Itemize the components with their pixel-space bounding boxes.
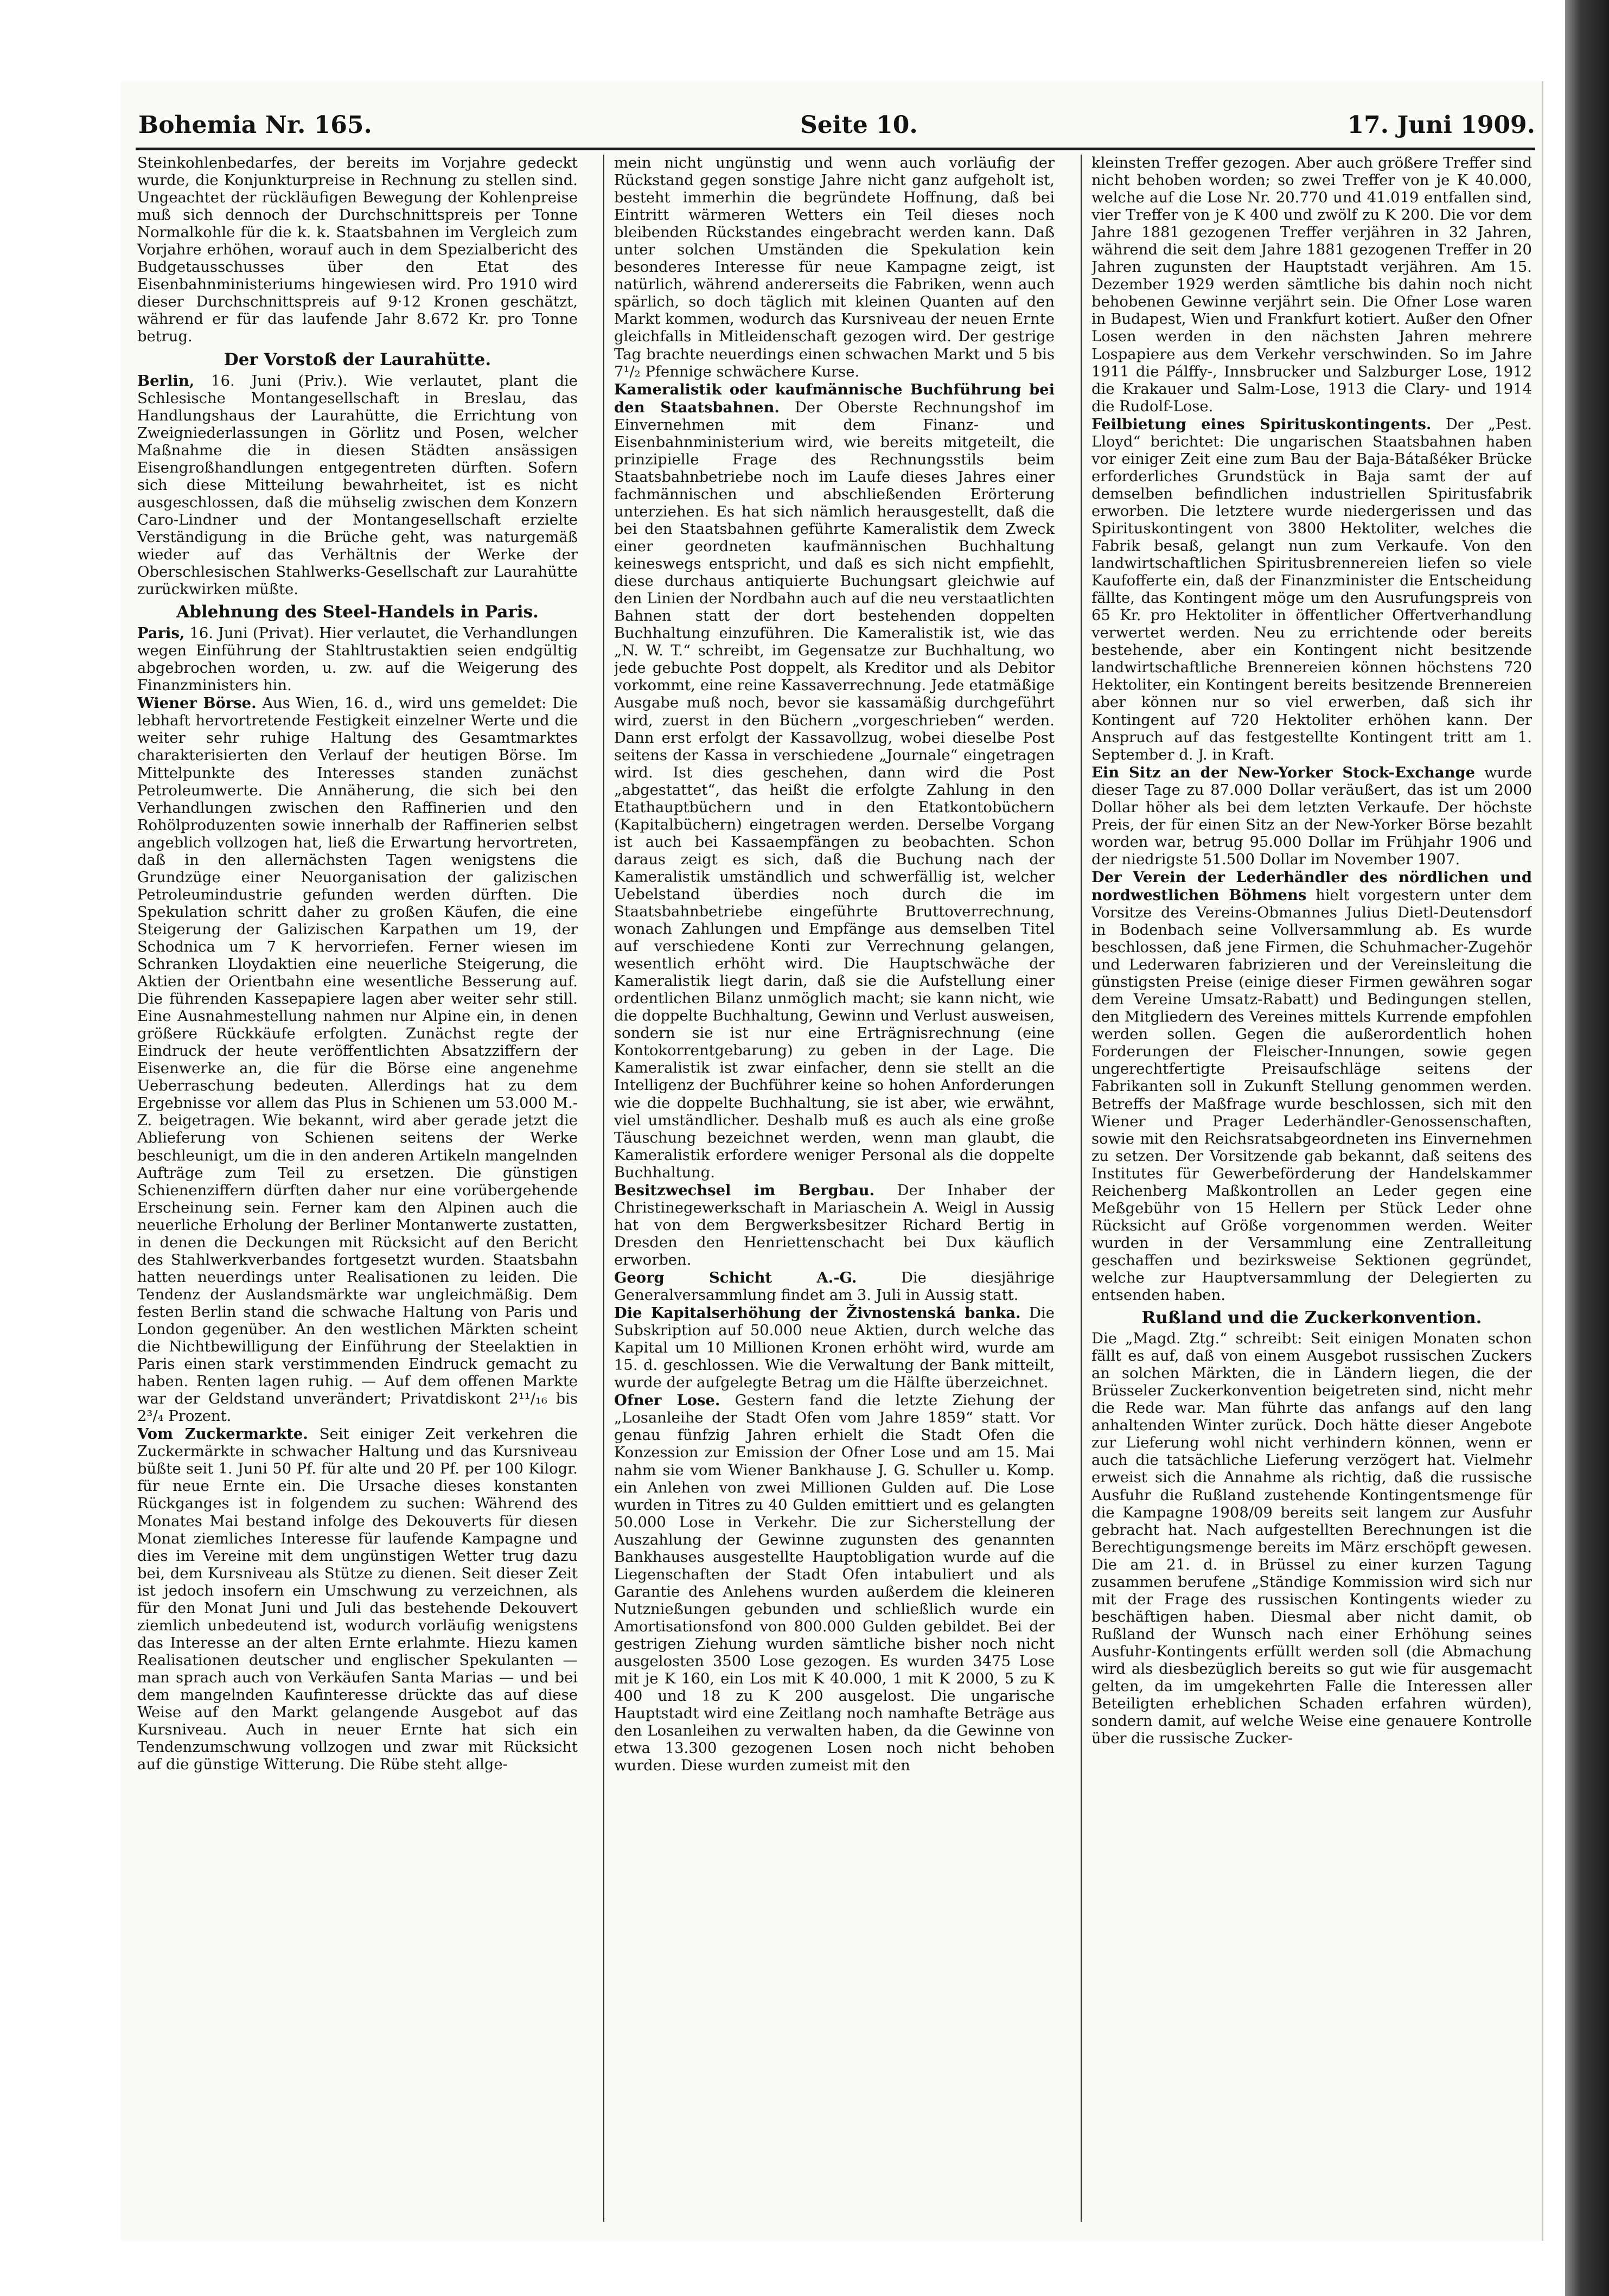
article-paragraph [137, 155, 578, 346]
page-number: Seite 10. [800, 111, 918, 139]
column-1 [137, 155, 578, 2222]
article-paragraph [1091, 155, 1532, 416]
article-paragraph [137, 1425, 578, 1774]
article-text: Der Inhaber der Christinegewerkschaft in Mariaschein A. Weigl in Aussig hat von dem Bergwerksbesitzer Richard Bertig in Dresden den Henriettenschacht bei Dux käuflich erworben. [614, 1182, 1055, 1268]
article-lead: Ofner Lose. [614, 1392, 720, 1410]
page-header [138, 111, 1535, 149]
article-paragraph [1091, 764, 1532, 869]
article-text: wurde dieser Tage zu 87.000 Dollar veräußert, das ist um 2000 Dollar höher als bei dem letzten Verkaufe. Der höchste Preis, der für einen Sitz an der New-Yorker Börse bezahlt worden war, betrug 95.000 Dollar im Frühjahr 1906 und der niedrigste 51.500 Dollar im November 1907. [1091, 764, 1532, 868]
column-divider [603, 155, 604, 2222]
article-paragraph [137, 694, 578, 1425]
article-lead: Besitzwechsel im Bergbau. [614, 1181, 875, 1199]
article-lead: Wiener Börse. [137, 694, 257, 712]
article-lead: Kameralistik oder kaufmännische Buchführung bei den Staatsbahnen. [614, 380, 1055, 416]
section-heading: Der Vorstoß der Laurahütte. [224, 349, 491, 369]
scan-edge-shadow [1565, 0, 1609, 2296]
article-text: 16. Juni (Privat). Hier verlautet, die Verhandlungen wegen Einführung der Stahltrustaktien seien endgültig abgebrochen worden, u. zw. auf die Weigerung des Finanzministers hin. [137, 625, 578, 694]
column-2 [614, 155, 1055, 2222]
article-paragraph [1091, 1330, 1532, 1747]
issue-date: 17. Juni 1909. [1347, 111, 1535, 139]
section-heading: Ablehnung des Steel-Handels in Paris. [176, 602, 539, 622]
article-text: Gestern fand die letzte Ziehung der „Losanleihe der Stadt Ofen vom Jahre 1859“ statt. Vor genau fünfzig Jahren erhielt die Stadt Ofen die Konzession zur Emission der Ofner Lose und am 15. Mai nahm sie vom Wiener Bankhause J. G. Schuller u. Komp. ein Anlehen von zwei Millionen Gulden auf. Die Lose wurden in Titres zu 40 Gulden emittiert und es gelangten 50.000 Lose in Verkehr. Die zur Sicherstellung der Auszahlung der Gewinne zugunsten des genannten Bankhauses ausgestellte Hauptobligation wurde auf die Liegenschaften der Stadt Ofen intabuliert und als Garantie des Anlehens wurden außerdem die kleineren Nutznießungen gebunden und schließlich wurde ein Amortisationsfond von 800.000 Gulden gebildet. Bei der gestrigen Ziehung wurden sämtliche bisher noch nicht ausgelosten 3500 Lose gezogen. Es wurden 3475 Lose mit je K 160, ein Los mit K 40.000, 1 mit K 2000, 5 zu K 400 und 18 zu K 200 ausgelost. Die ungarische Hauptstadt wird eine Zeitlang noch namhafte Beträge aus den Losanleihen zu verwalten haben, da die Gewinne von etwa 13.300 gezogenen Losen noch nicht behoben wurden. Diese wurden zumeist mit den [614, 1392, 1055, 1775]
article-text: Steinkohlenbedarfes, der bereits im Vorjahre gedeckt wurde, die Konjunkturpreise in Rechnung zu stellen sind. Ungeachtet der rückläufigen Bewegung der Kohlenpreise muß sich dennoch der Durchschnittspreis per Tonne Normalkohle für die k. k. Staatsbahnen im Vergleich zum Vorjahre erhöhen, worauf auch in dem Spezialbericht des Budgetausschusses über den Etat des Eisenbahnministeriums hingewiesen wird. Pro 1910 wird dieser Durchschnittspreis auf 9·12 Kronen geschätzt, während er für das laufende Jahr 8.672 Kr. pro Tonne betrug. [137, 155, 578, 346]
article-text: Die „Magd. Ztg.“ schreibt: Seit einigen Monaten schon fällt es auf, daß von einem Ausgebot russischen Zuckers an solchen Märkten, die in Ländern liegen, die der Brüsseler Zuckerkonvention beigetreten sind, nicht mehr die Rede war. Man führte das anfangs auf den lang anhaltenden Winter zurück. Doch hätte dieser Angebote zur Lieferung wohl nicht verhindern können, wenn er auch die tatsächliche Lieferung verzögert hat. Vielmehr erweist sich die Annahme als richtig, daß die russische Ausfuhr die Rußland zustehende Kontingentsmenge für die Kampagne 1908/09 bereits seit langem zur Ausfuhr gebracht hat. Nach aufgestellten Berechnungen ist die Berechtigungsmenge bereits im März erschöpft gewesen. Die am 21. d. in Brüssel zu einer kurzen Tagung zusammen berufene „Ständige Kommission wird sich nur mit der Frage des russischen Kontingents wieder zu beschäftigen haben. Diesmal aber nicht damit, ob Rußland der Wunsch nach einer Erhöhung seines Ausfuhr-Kontingents erfüllt werden soll (die Abmachung wird als diesbezüglich bereits so gut wie für ausgemacht gelten, da im umgekehrten Falle die Interessen aller Beteiligten erheblichen Schaden erfahren würden), sondern damit, auf welche Weise eine genauere Kontrolle über die russische Zucker- [1091, 1330, 1532, 1747]
masthead-issue: Bohemia Nr. 165. [138, 111, 372, 139]
article-text: kleinsten Treffer gezogen. Aber auch größere Treffer sind nicht behoben worden; so zwei Treffer von je K 40.000, welche auf die Lose Nr. 20.770 und 41.019 entfallen sind, vier Treffer von je K 400 und zwölf zu K 200. Die vor dem Jahre 1881 gezogenen Treffer verjähren in 32 Jahren, während die seit dem Jahre 1881 gezogenen Treffer in 20 Jahren zugunsten der Hauptstadt verjähren. Am 15. Dezember 1929 werden sämtliche bis dahin noch nicht behobenen Gewinne verjährt sein. Die Ofner Lose waren in Budapest, Wien und Frankfurt kotiert. Außer den Ofner Losen werden in den nächsten Jahren mehrere Lospapiere aus dem Verkehr verschwinden. So im Jahre 1911 die Pálffy-, Innsbrucker und Salzburger Lose, 1912 die Krakauer und Salm-Lose, 1913 die Clary- und 1914 die Rudolf-Lose. [1091, 155, 1532, 415]
article-text: Die diesjährige Generalversammlung findet am 3. Juli in Aussig statt. [614, 1270, 1055, 1304]
column-3 [1091, 155, 1532, 2222]
article-text: mein nicht ungünstig und wenn auch vorläufig der Rückstand gegen sonstige Jahre nicht ganz aufgeholt ist, besteht immerhin die begründete Hoffnung, daß bei Eintritt wärmeren Wetters ein Teil dieses noch bleibenden Rückstandes eingebracht werden kann. Daß unter solchen Umständen die Spekulation kein besonderes Interesse für neue Kampagne zeigt, ist natürlich, während andererseits die Fabriken, wenn auch spärlich, so doch täglich mit kleinen Quanten auf den Markt kommen, wodurch das Kursniveau der neuen Ernte gleichfalls in Mitleidenschaft gezogen wird. Der gestrige Tag brachte neuerdings einen schwachen Markt und 5 bis 7¹/₂ Pfennige schwächere Kurse. [614, 155, 1055, 380]
article-paragraph [614, 1304, 1055, 1392]
article-text: Der „Pest. Lloyd“ berichtet: Die ungarischen Staatsbahnen haben vor einiger Zeit eine zum Bau der Baja-Bátaßéker Brücke erforderliches Grundstück in Baja samt der auf demselben befindlichen industriellen Spiritusfabrik erworben. Die letztere wurde niedergerissen und das Spirituskontingent von 3800 Hektoliter, welches die Fabrik besaß, gelangt nun zum Verkaufe. Von den landwirtschaftlichen Spiritusbrennereien liefen so viele Kaufofferte ein, daß der Finanzminister die Entscheidung fällte, das Kontingent möge um den Ausrufungspreis von 65 Kr. pro Hektoliter in öffentlicher Offertverhandlung verwertet werden. Neu zu errichtende oder bereits bestehende, aber ein Kontingent nicht besitzende landwirtschaftliche Brennereien können höchstens 720 Hektoliter, ein Kontingent bereits besitzende Brennereien aber können nur so viel erwerben, daß sich ihr Kontingent auf 720 Hektoliter erhöhen kann. Der Anspruch auf das festgestellte Kontingent tritt am 1. September d. J. in Kraft. [1091, 416, 1532, 763]
article-paragraph [137, 372, 578, 599]
article-lead: Paris, [137, 624, 185, 642]
article-paragraph [614, 155, 1055, 381]
article-paragraph [1091, 416, 1532, 764]
article-lead: Berlin, [137, 372, 195, 390]
article-paragraph [614, 1269, 1055, 1304]
article-text: Die Subskription auf 50.000 neue Aktien, durch welche das Kapital um 10 Millionen Kronen erhöht wird, wurde am 15. d. geschlossen. Wie die Verwaltung der Bank mitteilt, wurde der aufgelegte Betrag um die Hälfte überzeichnet. [614, 1305, 1055, 1392]
article-text: Seit einiger Zeit verkehren die Zuckermärkte in schwacher Haltung und das Kursniveau büßte seit 1. Juni 50 Pf. für alte und 20 Pf. per 100 Kilogr. für neue Ernte ein. Die Ursache dieses konstanten Rückganges ist in folgendem zu suchen: Während des Monates Mai bestand infolge des Dekouverts für diesen Monat ziemliches Interesse für laufende Kampagne und dies im Vereine mit dem ungünstigen Wetter trug dazu bei, dem Kursniveau als Stütze zu dienen. Seit dieser Zeit ist jedoch insofern ein Umschwung zu verzeichnen, als für den Monat Juni und Juli das bestehende Dekouvert ziemlich unbedeutend ist, wodurch vorläufig wenigstens das Interesse an der alten Ernte erlahmte. Hiezu kamen Realisationen deutscher und englischer Spekulanten — man sprach auch von Verkäufen Santa Marias — und bei dem mangelnden Kaufinteresse drückte das auf diese Weise auf den Markt gelangende Ausgebot auf das Kursniveau. Auch in neuer Ernte hat sich ein Tendenzumschwung vollzogen und zwar mit Rücksicht auf die günstige Witterung. Die Rübe steht allge- [137, 1426, 578, 1774]
article-paragraph [614, 381, 1055, 1182]
article-text: Aus Wien, 16. d., wird uns gemeldet: Die lebhaft hervortretende Festigkeit einzelner Werte und die weiter sehr ruhige Haltung des Gesamtmarktes charakterisierten den Verlauf der heutigen Börse. Im Mittelpunkte des Interesses standen zunächst Petroleumwerte. Die Annäherung, die sich bei den Verhandlungen zwischen den Raffinerien und den Rohölproduzenten sowie innerhalb der Raffinerien selbst angeblich vollzogen hat, ließ die Erwartung hervortreten, daß in den allernächsten Tagen wenigstens die Grundzüge einer Neuorganisation der galizischen Petroleumindustrie gefunden werden dürften. Die Spekulation schritt daher zu großen Käufen, die eine Steigerung der Galizischen Karpathen um 19, der Schodnica um 7 K hervorriefen. Ferner wiesen im Schranken Lloydaktien eine neuerliche Steigerung, die Aktien der Orientbahn eine wesentliche Besserung auf. Die führenden Kassepapiere lagen aber weiter sehr still. Eine Ausnahmestellung nahmen nur Alpine ein, in denen größere Rückkäufe erfolgten. Zunächst regte der Eindruck der heute veröffentlichten Absatzziffern der Eisenwerke an, die für die Börse eine angenehme Ueberraschung bedeuten. Allerdings hat zu dem Ergebnisse vor allem das Plus in Schienen um 53.000 M.-Z. beigetragen. Wie bekannt, wird aber gerade jetzt die Ablieferung von Schienen seitens der Werke beschleunigt, um die in den anderen Artikeln mangelnden Aufträge zum Teil zu ersetzen. Die günstigen Schienenziffern dürften daher nur eine vorübergehende Erscheinung sein. Ferner kam den Alpinen auch die neuerliche Erholung der Berliner Montanwerte zustatten, in denen die Deckungen mit Rücksicht auf den Bericht des Stahlwerkverbandes fortgesetzt wurden. Staatsbahn hatten neuerdings unter Realisationen zu leiden. Die Tendenz der Auslandsmärkte war ungleichmäßig. Dem festen Berlin stand die schwache Haltung von Paris und London gegenüber. An den westlichen Märkten scheint die Nichtbewilligung der Einführung der Steelaktien in Paris einen stark verstimmenden Eindruck gemacht zu haben. Renten lagen ruhig. — Auf dem offenen Markte war der Geldstand unverändert; Privatdiskont 2¹¹/₁₆ bis 2³/₄ Prozent. [137, 695, 578, 1425]
article-paragraph [1091, 869, 1532, 1304]
article-text: hielt vorgestern unter dem Vorsitze des Vereins-Obmannes Julius Dietl-Deutensdorf in Bodenbach seine Vollversammlung ab. Es wurde beschlossen, daß jene Firmen, die Schuhmacher-Zugehör und Lederwaren fabrizieren und der Vereinsleitung die günstigsten Preise (einige dieser Firmen gewähren sogar dem Vereine Umsatz-Rabatt) und Bedingungen stellen, den Mitgliedern des Vereines mittels Kurrende empfohlen werden sollen. Gegen die außerordentlich hohen Forderungen der Fleischer-Innungen, sowie gegen ungerechtfertigte Preisaufschläge seitens der Fabrikanten soll in Zukunft Stellung genommen werden. Betreffs der Maßfrage wurde beschlossen, sich mit den Wiener und Prager Lederhändler-Genossenschaften, sowie mit den Reichsratsabgeordneten ins Einvernehmen zu setzen. Der Vorsitzende gab bekannt, daß seitens des Institutes für Gewerbeförderung der Handelskammer Reichenberg Maßkontrollen an Leder gegen eine Meßgebühr von 15 Hellern per Stück Leder ohne Rücksicht auf Größe vorgenommen werden. Weiter wurden in der Versammlung eine Zentralleitung geschaffen und bezirksweise Sektionen gegründet, welche zur Hauptversammlung der Delegierten zu entsenden haben. [1091, 886, 1532, 1304]
column-divider [1081, 155, 1082, 2222]
article-lead: Die Kapitalserhöhung der Živnostenská banka. [614, 1304, 1021, 1322]
header-rule [136, 148, 1535, 150]
article-paragraph [137, 624, 578, 694]
article-text: Der Oberste Rechnungshof im Einvernehmen mit dem Finanz- und Eisenbahnministerium wird, wie bereits mitgeteilt, die prinzipielle Frage des Rechnungsstils beim Staatsbahnbetriebe noch im Laufe dieses Jahres einer fachmännischen und abschließenden Erörterung unterziehen. Es hat sich nämlich herausgestellt, daß die bei den Staatsbahnen geführte Kameralistik dem Zweck einer geordneten kaufmännischen Buchhaltung keineswegs entspricht, und daß es sich nicht empfiehlt, diese durchaus antiquierte Buchungsart gleichwie auf den Linien der Nordbahn auch auf die neu verstaatlichten Bahnen statt der dort bestehenden doppelten Buchhaltung einzuführen. Die Kameralistik ist, wie das „N. W. T.“ schreibt, im Gegensatze zur Buchhaltung, wo jede gebuchte Post doppelt, als Kreditor und als Debitor vorkommt, eine reine Kassaverrechnung. Jede etatmäßige Ausgabe muß noch, bevor sie kassamäßig durchgeführt wird, zuerst in den Büchern „vorgeschrieben“ werden. Dann erst erfolgt der Kassavollzug, wobei dieselbe Post seitens der Kassa in verschiedene „Journale“ eingetragen wird. Ist dies geschehen, dann wird die Post „abgestattet“, das heißt die erfolgte Zahlung in den Etathauptbüchern und in den Etatkontobüchern (Kapitalbüchern) eingetragen werden. Derselbe Vorgang ist auch bei Kassaempfängen zu beobachten. Schon daraus zeigt es sich, daß die Buchung nach der Kameralistik umständlich und schwerfällig ist, welcher Uebelstand überdies noch durch die im Staatsbahnbetriebe eingeführte Bruttoverrechnung, wonach Zahlungen und Empfänge aus demselben Titel auf verschiedene Konti zur Verrechnung gelangen, wesentlich erhöht wird. Die Hauptschwäche der Kameralistik liegt darin, daß sie die Aufstellung einer ordentlichen Bilanz unmöglich macht; sie kann nicht, wie die doppelte Buchhaltung, Gewinn und Verlust ausweisen, sondern sie ist nur eine Erträgnisrechnung (eine Kontokorrentgebarung) zu geben in der Lage. Die Kameralistik ist zwar einfacher, denn sie stellt an die Intelligenz der Buchführer keine so hohen Anforderungen wie die doppelte Buchhaltung, sie ist aber, wie erwähnt, viel umständlicher. Deshalb muß es auch als eine große Täuschung bezeichnet werden, wenn man glaubt, die Kameralistik erfordere weniger Personal als die doppelte Buchhaltung. [614, 399, 1055, 1181]
article-lead: Feilbietung eines Spirituskontingents. [1091, 415, 1432, 433]
section-heading: Rußland und die Zuckerkonvention. [1141, 1308, 1482, 1328]
article-lead: Der Verein der Lederhändler des nördlichen und nordwestlichen Böhmens [1091, 868, 1532, 904]
article-paragraph [614, 1392, 1055, 1775]
article-text: 16. Juni (Priv.). Wie verlautet, plant die Schlesische Montangesellschaft in Breslau, das Handlungshaus der Laurahütte, die Errichtung von Zweigniederlassungen in Görlitz und Posen, welcher Maßnahme die in diesen Städten ansässigen Eisengroßhandlungen entgegentreten dürften. Sofern sich diese Mitteilung bewahrheitet, ist es nicht ausgeschlossen, daß die mühselig zwischen dem Konzern Caro-Lindner und der Montangesellschaft erzielte Verständigung in die Brüche geht, was naturgemäß wieder auf das Verhältnis der Werke der Oberschlesischen Stahlwerks-Gesellschaft zur Laurahütte zurückwirken müßte. [137, 372, 578, 598]
article-paragraph [614, 1182, 1055, 1269]
article-lead: Vom Zuckermarkte. [137, 1425, 308, 1443]
article-lead: Ein Sitz an der New-Yorker Stock-Exchange [1091, 763, 1476, 781]
article-lead: Georg Schicht A.-G. [614, 1269, 857, 1286]
